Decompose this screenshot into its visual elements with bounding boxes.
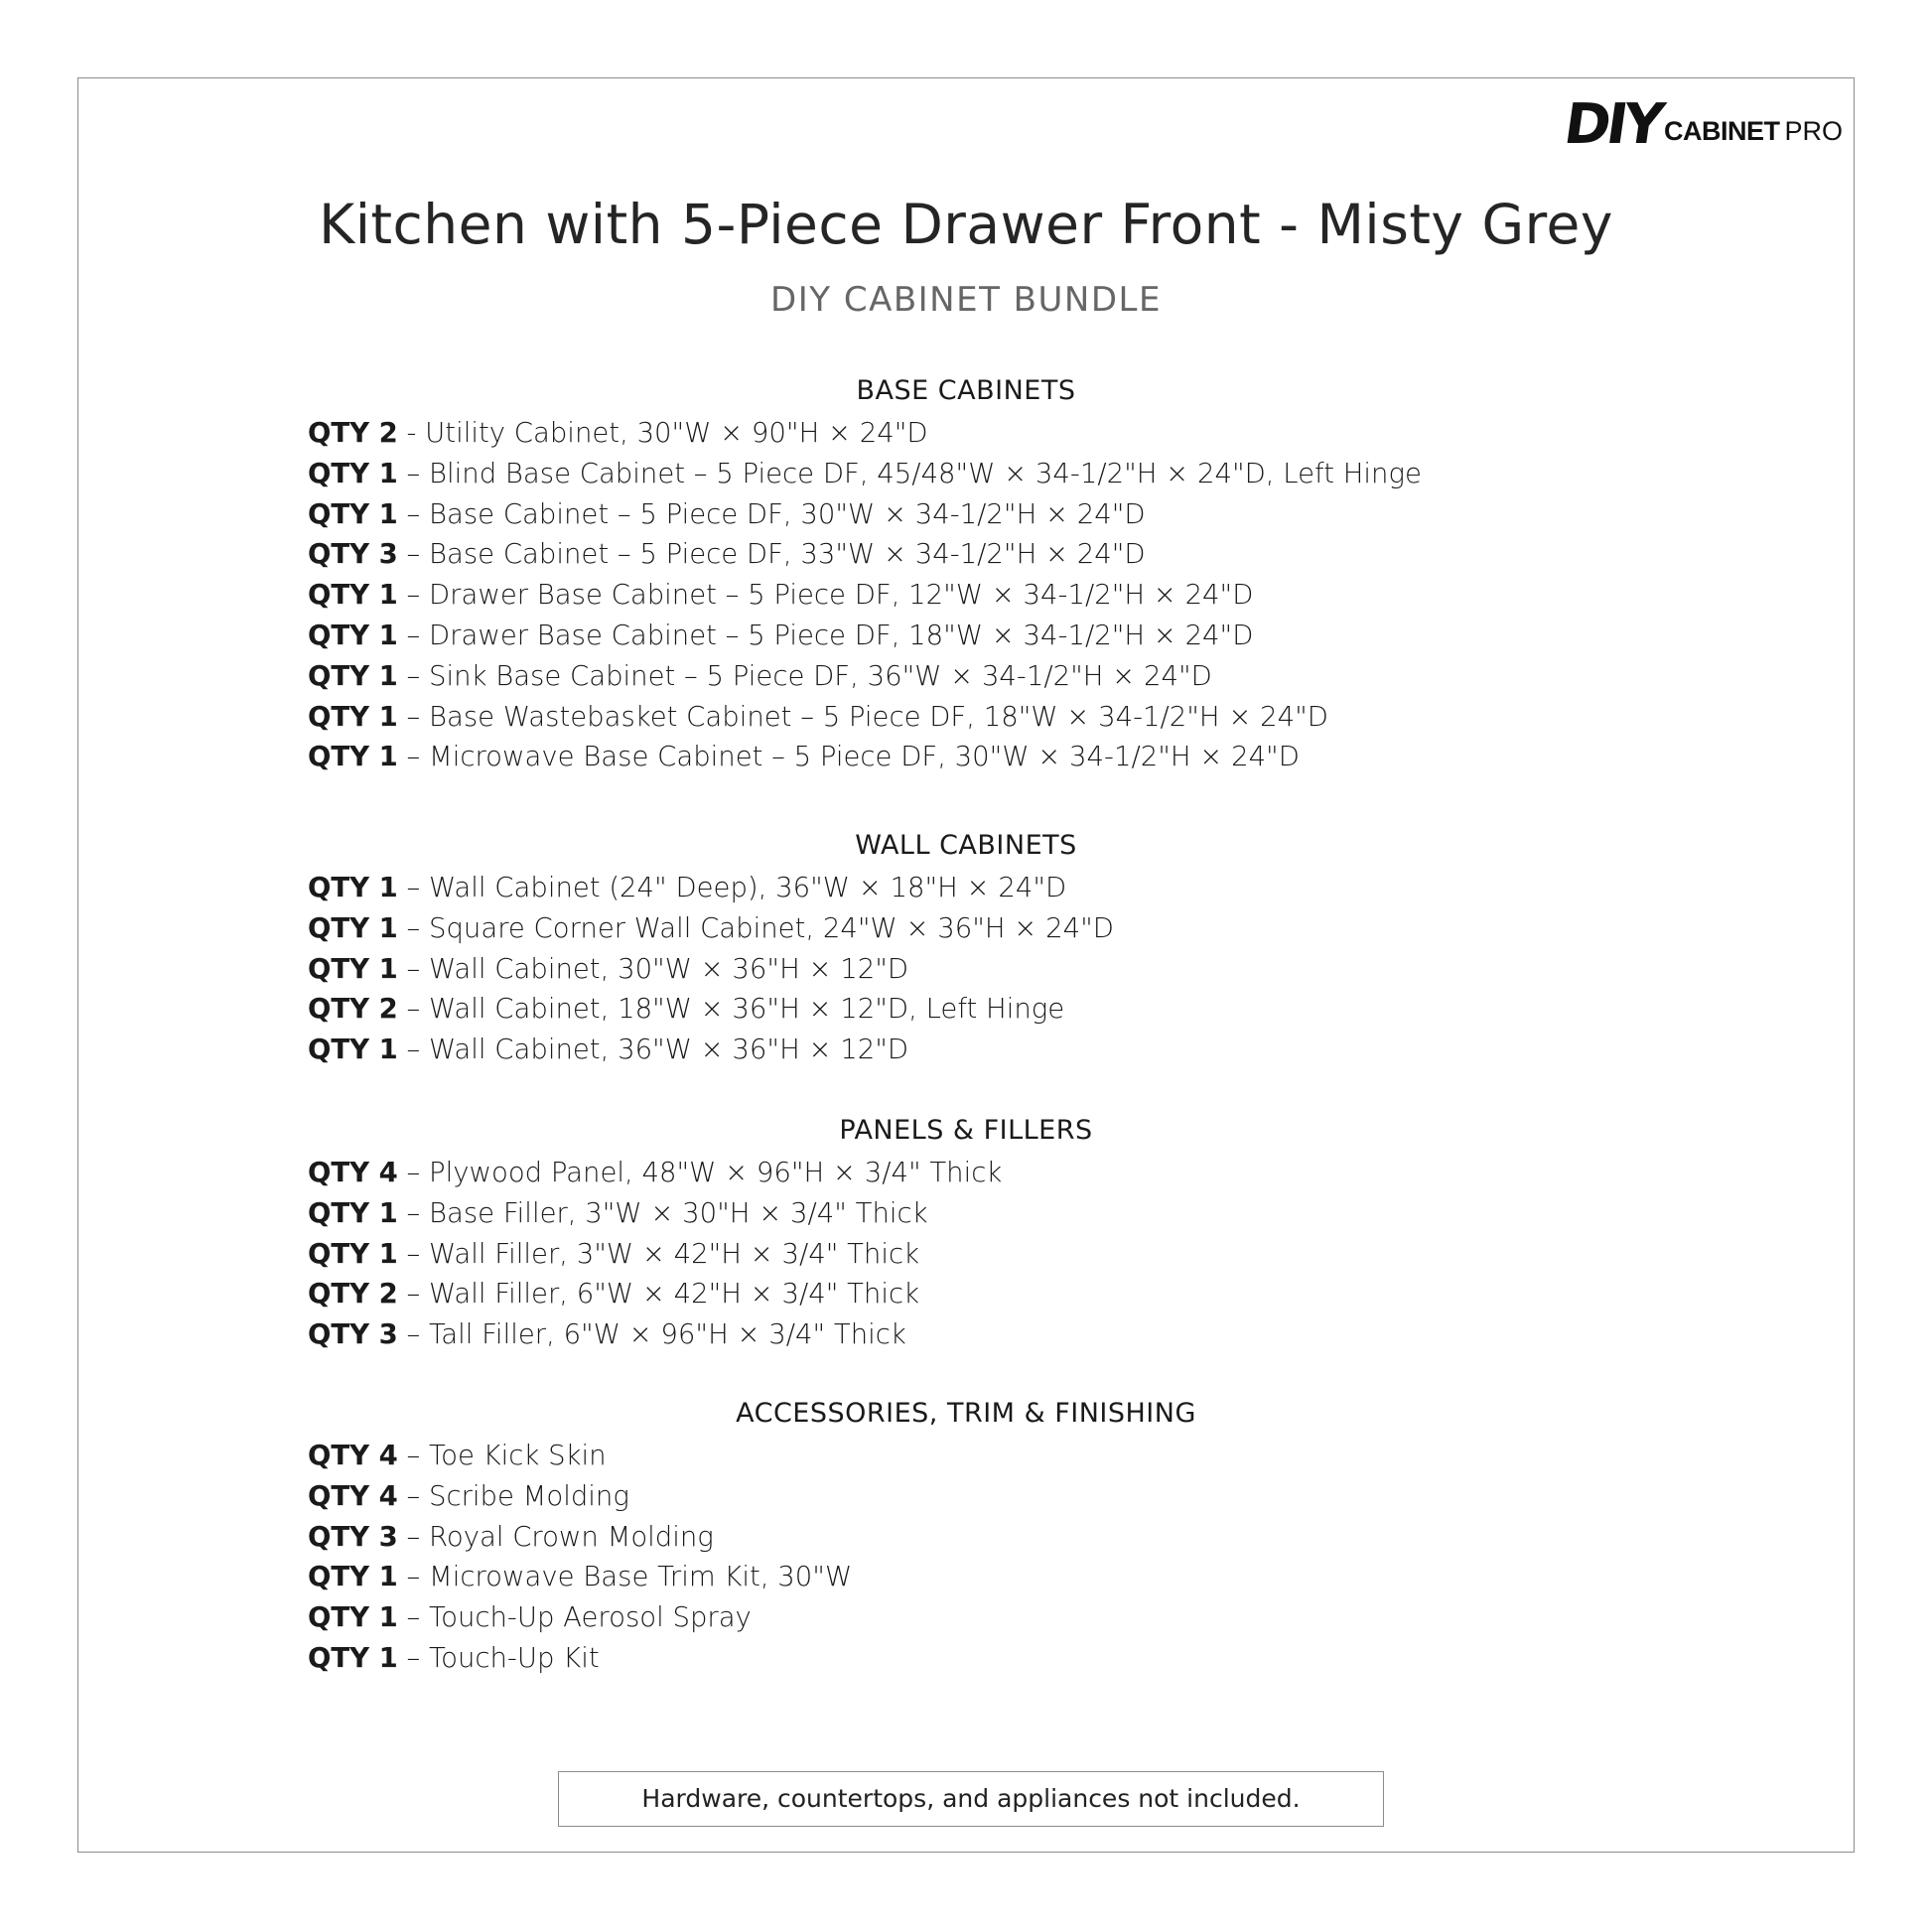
item-desc: – Blind Base Cabinet – 5 Piece DF, 45/48"W × 34-1/2"H × 24"D, Left Hinge — [397, 457, 1422, 489]
item-qty: QTY 1 — [308, 659, 398, 692]
item-desc: – Plywood Panel, 48"W × 96"H × 3/4" Thick — [397, 1157, 1003, 1188]
item-qty: QTY 1 — [308, 1561, 398, 1593]
item-qty: QTY 3 — [308, 538, 398, 571]
item-qty: QTY 1 — [308, 1237, 398, 1270]
item-desc: – Toe Kick Skin — [397, 1440, 607, 1471]
item-qty: QTY 1 — [308, 1196, 398, 1229]
item-desc: – Wall Cabinet (24" Deep), 36"W × 18"H × 24"D — [397, 872, 1067, 903]
section-heading: ACCESSORIES, TRIM & FINISHING — [736, 1398, 1196, 1429]
item-desc: – Sink Base Cabinet – 5 Piece DF, 36"W × 34-1/2"H × 24"D — [397, 659, 1212, 692]
brand-pro: PRO — [1784, 116, 1843, 146]
section-accessories — [308, 1394, 1628, 1679]
item-desc: – Base Wastebasket Cabinet – 5 Piece DF, 18"W × 34-1/2"H × 24"D — [397, 700, 1328, 733]
item-qty: QTY 3 — [308, 1318, 398, 1351]
item-desc: – Wall Cabinet, 36"W × 36"H × 12"D — [397, 1034, 909, 1066]
list-item — [308, 1193, 1628, 1234]
section-base-cabinets — [308, 371, 1628, 777]
list-item — [308, 1274, 1628, 1314]
item-qty: QTY 1 — [308, 700, 398, 733]
item-desc: – Touch-Up Aerosol Spray — [397, 1601, 752, 1634]
list-item — [308, 1476, 1628, 1517]
list-item — [308, 1030, 1628, 1070]
list-item — [308, 413, 1628, 454]
list-item — [308, 1557, 1628, 1597]
item-desc: – Base Cabinet – 5 Piece DF, 33"W × 34-1/2"H × 24"D — [397, 538, 1146, 571]
list-item — [308, 534, 1628, 575]
list-item — [308, 616, 1628, 656]
item-qty: QTY 1 — [308, 952, 398, 985]
list-item — [308, 949, 1628, 990]
list-item — [308, 1234, 1628, 1275]
section-heading: PANELS & FILLERS — [839, 1115, 1093, 1146]
section-heading: BASE CABINETS — [856, 375, 1076, 406]
item-qty: QTY 2 — [308, 417, 398, 449]
section-heading: WALL CABINETS — [855, 830, 1077, 861]
item-qty: QTY 3 — [308, 1520, 398, 1553]
item-desc: – Base Cabinet – 5 Piece DF, 30"W × 34-1/2"H × 24"D — [397, 497, 1146, 530]
list-item — [308, 1153, 1628, 1193]
item-qty: QTY 1 — [308, 741, 398, 773]
item-desc: – Drawer Base Cabinet – 5 Piece DF, 18"W × 34-1/2"H × 24"D — [397, 619, 1254, 651]
page-subtitle: DIY CABINET BUNDLE — [770, 280, 1162, 320]
list-item — [308, 989, 1628, 1030]
list-item — [308, 868, 1628, 908]
list-item — [308, 656, 1628, 697]
item-desc: - Utility Cabinet, 30"W × 90"H × 24"D — [397, 417, 928, 449]
item-qty: QTY 1 — [308, 579, 398, 612]
item-qty: QTY 1 — [308, 872, 398, 903]
item-desc: – Microwave Base Cabinet – 5 Piece DF, 30"W × 34-1/2"H × 24"D — [397, 741, 1300, 773]
disclaimer-note: Hardware, countertops, and appliances not included. — [558, 1771, 1384, 1827]
item-desc: – Touch-Up Kit — [397, 1641, 600, 1674]
item-desc: – Wall Cabinet, 18"W × 36"H × 12"D, Left Hinge — [397, 993, 1065, 1026]
list-item — [308, 697, 1628, 738]
item-qty: QTY 1 — [308, 457, 398, 489]
item-qty: QTY 1 — [308, 1034, 398, 1066]
item-desc: – Wall Filler, 3"W × 42"H × 3/4" Thick — [397, 1237, 920, 1270]
list-item — [308, 494, 1628, 535]
brand-cabinet: CABINET — [1663, 116, 1780, 146]
item-desc: – Drawer Base Cabinet – 5 Piece DF, 12"W × 34-1/2"H × 24"D — [397, 579, 1254, 612]
list-item — [308, 454, 1628, 494]
section-panels-fillers — [308, 1111, 1628, 1355]
brand-logo — [1560, 83, 1843, 157]
list-item — [308, 575, 1628, 616]
item-qty: QTY 2 — [308, 993, 398, 1026]
item-desc: – Microwave Base Trim Kit, 30"W — [397, 1561, 853, 1593]
item-desc: – Tall Filler, 6"W × 96"H × 3/4" Thick — [397, 1318, 906, 1351]
brand-mark: DIY — [1560, 92, 1665, 157]
list-item — [308, 1314, 1628, 1355]
list-item — [308, 1597, 1628, 1638]
section-wall-cabinets — [308, 826, 1628, 1070]
list-item — [308, 737, 1628, 777]
item-desc: – Royal Crown Molding — [397, 1520, 714, 1553]
item-qty: QTY 1 — [308, 497, 398, 530]
item-qty: QTY 1 — [308, 911, 398, 944]
item-qty: QTY 1 — [308, 619, 398, 651]
item-desc: – Wall Cabinet, 30"W × 36"H × 12"D — [397, 952, 909, 985]
item-desc: – Wall Filler, 6"W × 42"H × 3/4" Thick — [397, 1278, 920, 1311]
item-qty: QTY 4 — [308, 1479, 398, 1512]
list-item — [308, 1638, 1628, 1679]
item-qty: QTY 4 — [308, 1157, 398, 1188]
item-qty: QTY 4 — [308, 1440, 398, 1471]
item-desc: – Base Filler, 3"W × 30"H × 3/4" Thick — [397, 1196, 928, 1229]
item-qty: QTY 2 — [308, 1278, 398, 1311]
page-title: Kitchen with 5-Piece Drawer Front - Misty Grey — [319, 193, 1613, 256]
item-qty: QTY 1 — [308, 1601, 398, 1634]
item-desc: – Square Corner Wall Cabinet, 24"W × 36"H × 24"D — [397, 911, 1114, 944]
list-item — [308, 1517, 1628, 1558]
list-item — [308, 908, 1628, 949]
item-qty: QTY 1 — [308, 1641, 398, 1674]
item-desc: – Scribe Molding — [397, 1479, 629, 1512]
list-item — [308, 1436, 1628, 1476]
